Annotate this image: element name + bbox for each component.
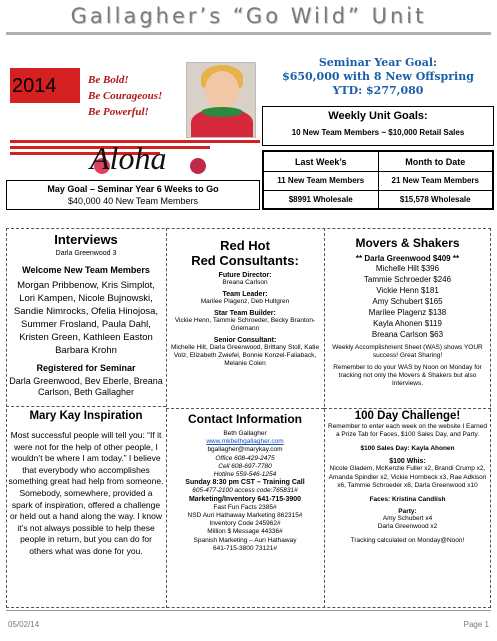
welcome-heading: Welcome New Team Members [22, 265, 150, 275]
title-rule [6, 32, 491, 35]
month-wholesale: $15,578 Wholesale [378, 190, 493, 208]
faces: Faces: Kristina Candlish [369, 495, 446, 503]
interviews-sub: Darla Greenwood 3 [55, 250, 117, 257]
was-reminder: Remember to do your WAS by Noon on Monday for tracking not only the Movers & Shakers but also Interviews. [333, 364, 482, 387]
email[interactable]: bgallagher@marykay.com [207, 446, 283, 454]
group-names: Breana Carlson [222, 279, 268, 286]
inspiration-text: Most successful people will tell you: “If it were not for the help of other people, I wouldn’t be where I am today.” I believe that everybody who accomplishes something great had help from someone. Somebody, somewhere, provided a spark of inspiration, offered a challenge or held out a hand along the way. I know it’s not always possible to help these people in return, but you can do for others what was done for you. [8, 430, 164, 556]
group-label: Star Team Builder: [214, 310, 276, 317]
flower-icon [190, 158, 206, 174]
last-week-header: Last Week’s [264, 152, 379, 172]
column-divider [324, 228, 325, 608]
party-entry: Amy Schubert x4 [382, 514, 433, 522]
party-heading: Party: [398, 507, 417, 515]
aloha-banner [10, 58, 260, 178]
new-members-list: Morgan Pribbenow, Kris Simplot, Lori Kampen, Nicole Bujnowski, Sandie Nimrocks, Ofelia Hinojosa, Summer Frosland, Paula Dahl, Kristen Green, Kathleen Easton Barbara Krohn [13, 280, 159, 356]
mover-item: Michelle Hilt $396 [375, 264, 440, 273]
page-title: Gallagher’s “Go Wild” Unit [70, 4, 427, 28]
whis-heading: $100 Whis: [389, 458, 426, 465]
website-link[interactable]: www.mkbethgallagher.com [206, 438, 284, 446]
month-members: 21 New Team Members [378, 172, 493, 190]
seminar-names: Darla Greenwood, Bev Eberle, Breana Carlson, Beth Gallagher [9, 376, 163, 397]
sales-day: $100 Sales Day: Kayla Ahonen [360, 445, 455, 452]
month-header: Month to Date [378, 152, 493, 172]
stats-table [262, 150, 494, 210]
seminar-heading: Registered for Seminar [36, 363, 136, 373]
footer-date: 05/02/14 [8, 620, 40, 629]
mover-item: Kayla Ahonen $119 [373, 319, 442, 328]
movers-section [326, 236, 489, 406]
contact-section [168, 412, 322, 608]
mover-item: Breana Carlson $63 [371, 330, 444, 339]
goal-line: Seminar Year Goal: [318, 56, 438, 69]
challenge-intro: Remember to enter each week on the website I Earned a Prize Tab for Faces, $100 Sales Day, and Party. [328, 423, 487, 438]
whis-list: Nicole Gladem, McKenzie Fuller x2, Brandi Crump x2, Amanda Spindler x2, Vickie Hornbeck x3, Rae Adkison x6, Tammie Schroeder x8, Darla Greenwood x10 [328, 465, 487, 489]
weekly-goals-body: 10 New Team Members ~ $10,000 Retail Sales [291, 128, 465, 137]
row-divider [166, 408, 324, 409]
challenge-heading: 100 Day Challenge! [354, 410, 461, 422]
mover-item: Vickie Henn $181 [376, 286, 439, 295]
director-photo [186, 62, 256, 138]
may-goal-box [6, 180, 260, 210]
mover-item: Amy Schubert $165 [372, 297, 443, 306]
red-hot-heading: Red Consultants: [191, 253, 299, 268]
contact-line: Million $ Message 44336# [207, 528, 283, 536]
tracking-note: Tracking calculated on Monday@Noon! [350, 536, 465, 544]
may-goal-title: May Goal – Seminar Year 6 Weeks to Go [47, 184, 219, 194]
weekly-goals-box [262, 106, 494, 146]
was-note: Weekly Accomplishment Sheet (WAS) shows YOUR success! Great Sharing! [332, 344, 483, 359]
interviews-heading: Interviews [54, 232, 118, 247]
group-label: Team Leader: [222, 291, 268, 298]
slogan: Be Powerful! [88, 106, 149, 118]
challenge-section [326, 410, 489, 608]
red-hot-heading: Red Hot [220, 238, 270, 253]
contact-line: NSD Auri Hathaway Marketing 862315# [187, 512, 303, 520]
column-divider [166, 228, 167, 608]
footer-rule [6, 610, 491, 611]
group-names: Marilee Plagenz, Deb Hultgren [200, 298, 290, 305]
red-hot-section [168, 238, 322, 406]
inspiration-heading: Mary Kay Inspiration [29, 410, 143, 422]
training-detail: 605-477-2100 access code:765831# [192, 487, 298, 495]
slogans [88, 72, 162, 120]
inspiration-section [8, 410, 164, 608]
contact-line: Spanish Marketing – Auri Hathaway [193, 536, 297, 544]
group-names: Vickie Henn, Tammie Schroeder, Becky Branton-Griemann [174, 317, 316, 332]
aloha-text: Aloha [90, 140, 167, 176]
contact-line: Fast Fun Facts 2385# [213, 503, 277, 511]
row-divider [324, 408, 491, 409]
contact-name: Beth Gallagher [223, 430, 267, 437]
contact-heading: Contact Information [188, 412, 302, 426]
last-week-members: 11 New Team Members [264, 172, 379, 190]
contact-line: 641-715-3800 73121# [213, 544, 277, 552]
slogan: Be Bold! [88, 74, 129, 86]
year-label: 2014 [12, 75, 57, 97]
last-week-wholesale: $8991 Wholesale [264, 190, 379, 208]
may-goal-detail: $40,000 40 New Team Members [68, 196, 198, 206]
group-label: Senior Consultant: [213, 337, 277, 344]
mover-item: Tammie Schroeder $246 [363, 275, 452, 284]
group-names: Michelle Hilt, Darla Greenwood, Brittany Stoll, Katie Volz, Elizabeth Zwiefel, Bonnie Konzel-Faliaback, Melanie Colen [170, 344, 320, 367]
cell-phone: Cell 608-697-7780 [218, 462, 272, 470]
office-phone: Office 608-429-2475 [215, 454, 275, 462]
interviews-section [8, 232, 164, 404]
goal-line: $650,000 with 8 New Offspring [282, 70, 474, 83]
footer-page: Page 1 [463, 620, 489, 629]
training-call: Sunday 8:30 pm CST – Training Call [185, 479, 305, 487]
weekly-goals-heading: Weekly Unit Goals: [328, 110, 428, 122]
marketing-line: Marketing/Inventory 641-715-3900 [188, 495, 302, 503]
hotline-phone: Hotline 559-546-1254 [213, 471, 277, 479]
movers-heading: Movers & Shakers [355, 236, 460, 250]
row-divider [6, 406, 166, 407]
top-mover: ** Darla Greenwood $409 ** [355, 254, 460, 263]
group-label: Future Director: [218, 272, 272, 279]
contact-line: Inventory Code 245962# [209, 520, 281, 528]
mover-item: Marilee Plagenz $138 [368, 308, 447, 317]
goal-line: YTD: $277,080 [332, 84, 424, 97]
party-entry: Darla Greenwood x2 [377, 523, 438, 530]
slogan: Be Courageous! [88, 90, 163, 102]
seminar-goal [262, 56, 494, 98]
